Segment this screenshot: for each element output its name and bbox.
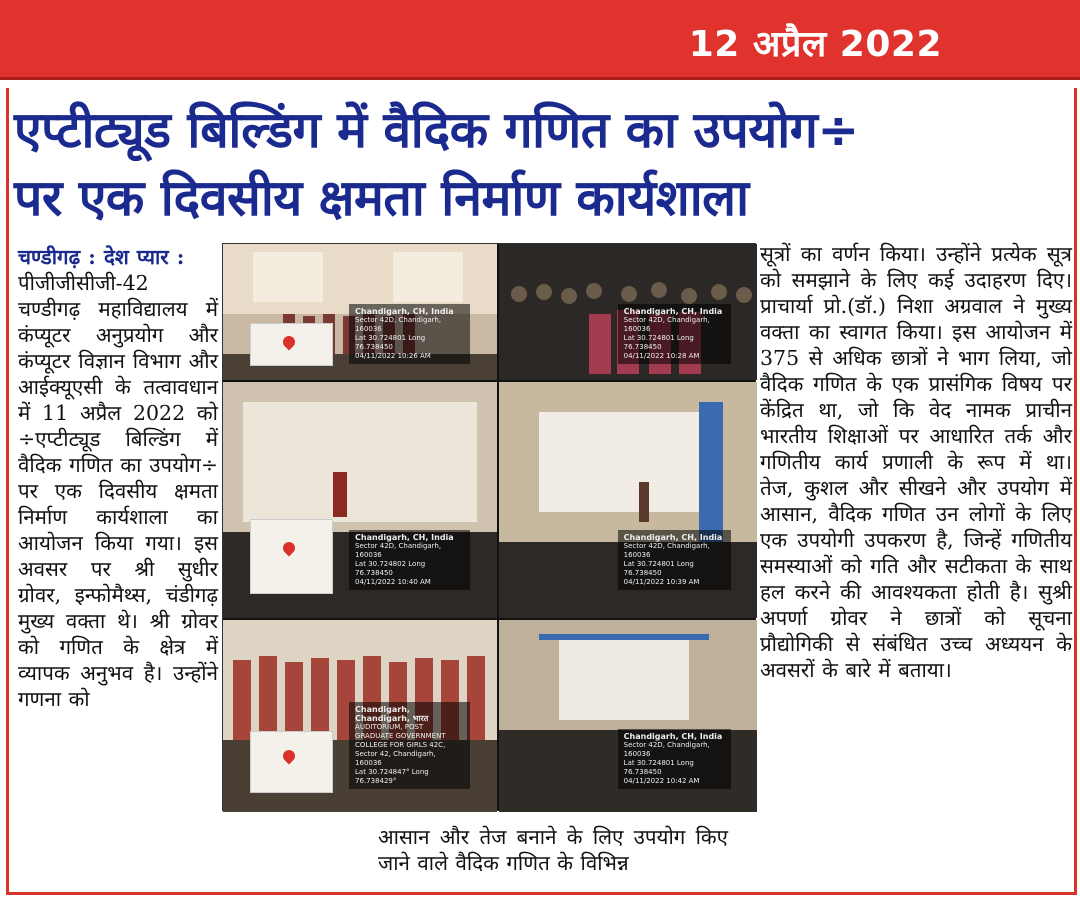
publication-date: 12 अप्रैल 2022 bbox=[688, 24, 942, 65]
map-thumbnail-icon bbox=[250, 323, 332, 367]
photo-tile-3 bbox=[223, 382, 497, 618]
map-thumbnail-icon bbox=[250, 731, 332, 792]
article-column-right: सूत्रों का वर्णन किया। उन्होंने प्रत्येक सूत्र को समझाने के लिए कई उदाहरण दिए। प्राचार्या प्रो.(डॉ.) निशा अग्रवाल ने मुख्य वक्ता का स्वागत किया। इस आयोजन में 375 से अधिक छात्रों ने भाग लिया, जो वैदिक गणित के एक प्रासंगिक विषय पर केंद्रित था, जो कि वेद नामक प्राचीन भारतीय शिक्षाओं पर आधारित तर्क और गणितीय कार्य प्रणाली के रूप में था। तेज, कुशल और सीखने और उपयोग में आसान, वैदिक गणित उन लोगों के लिए एक उपयोगी उपकरण है, जिन्हें गणितीय समस्याओं को गति और सटीकता के साथ हल करने की आवश्यकता होती है। सुश्री अपर्णा ग्रोवर ने छात्रों को सूचना प्रौद्योगिकी से संबंधित उच्च अध्ययन के अवसरों के बारे में बताया। bbox=[760, 242, 1072, 682]
photo-tile-2 bbox=[499, 244, 757, 380]
photo-tile-1 bbox=[223, 244, 497, 380]
article-column-left bbox=[18, 244, 218, 712]
photo-tile-5 bbox=[223, 620, 497, 812]
frame-rule-left bbox=[6, 88, 9, 894]
headline-line-1: एप्टीट्यूड बिल्डिंग में वैदिक गणित का उपयोग÷ bbox=[14, 101, 859, 159]
column-left-text: पीजीजीसीजी-42 चण्डीगढ़ महाविद्यालय में कंप्यूटर अनुप्रयोग और कंप्यूटर विज्ञान विभाग और आईक्यूएसी के तत्वावधान में 11 अप्रैल 2022 को ÷एप्टीट्यूड बिल्डिंग में वैदिक गणित का उपयोग÷ पर एक दिवसीय क्षमता निर्माण कार्यशाला का आयोजन किया गया। इस अवसर पर श्री सुधीर ग्रोवर, इन्फोमैथ्स, चंडीगढ़ मुख्य वक्ता थे। श्री ग्रोवर को गणित के क्षेत्र में व्यापक अनुभव है। उन्होंने गणना को bbox=[18, 271, 218, 711]
photo-tile-6 bbox=[499, 620, 757, 812]
article-byline: चण्डीगढ़ : देश प्यार : bbox=[18, 245, 185, 269]
article-column-mid: आसान और तेज बनाने के लिए उपयोग किए जाने वाले वैदिक गणित के विभिन्न bbox=[378, 825, 728, 875]
geo-stamp: Chandigarh, CH, India Sector 42D, Chandigarh, 160036 Lat 30.724801 Long 76.738450 04/11/2022 10:39 AM bbox=[618, 530, 732, 590]
frame-rule-right bbox=[1074, 88, 1077, 894]
masthead-bar bbox=[0, 0, 1080, 80]
geo-stamp: Chandigarh, CH, India Sector 42D, Chandigarh, 160036 Lat 30.724801 Long 76.738450 04/11/2022 10:42 AM bbox=[618, 729, 732, 789]
headline-line-2: पर एक दिवसीय क्षमता निर्माण कार्यशाला bbox=[14, 169, 749, 227]
article-headline bbox=[14, 96, 1070, 232]
map-thumbnail-icon bbox=[250, 519, 332, 595]
geo-stamp: Chandigarh, CH, India Sector 42D, Chandigarh, 160036 Lat 30.724801 Long 76.738450 04/11/2022 10:28 AM bbox=[618, 304, 732, 364]
frame-rule-bottom bbox=[6, 892, 1077, 895]
geo-stamp: Chandigarh, CH, India Sector 42D, Chandigarh, 160036 Lat 30.724801 Long 76.738450 04/11/2022 10:26 AM bbox=[349, 304, 470, 364]
geo-stamp: Chandigarh, Chandigarh, भारत AUDITORIUM, POST GRADUATE GOVERNMENT COLLEGE FOR GIRLS 42C, Sector 42, Chandigarh, 160036 Lat 30.724847° Long 76.738429° bbox=[349, 702, 470, 789]
photo-tile-4 bbox=[499, 382, 757, 618]
event-photo-collage bbox=[222, 243, 756, 811]
geo-stamp: Chandigarh, CH, India Sector 42D, Chandigarh, 160036 Lat 30.724802 Long 76.738450 04/11/2022 10:40 AM bbox=[349, 530, 470, 590]
